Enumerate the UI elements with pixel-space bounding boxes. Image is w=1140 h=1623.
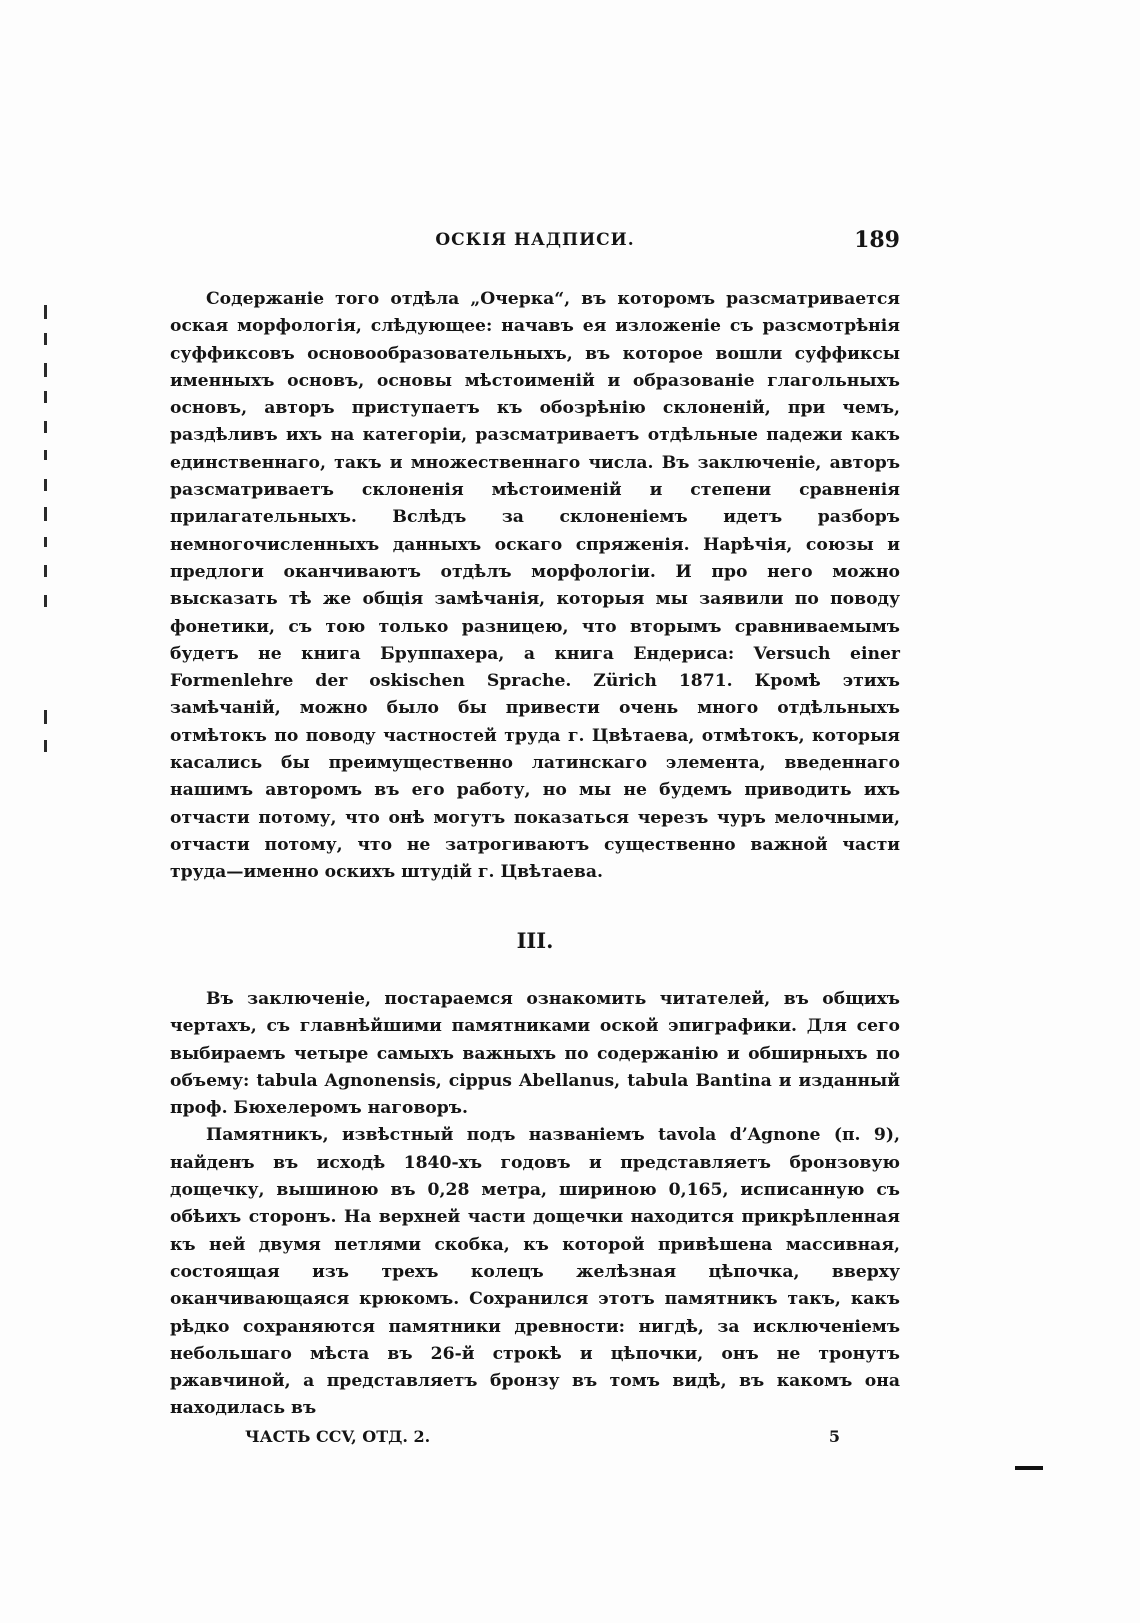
running-title: ОСКІЯ НАДПИСИ. — [435, 230, 635, 250]
text-block-section-iii — [170, 986, 900, 1423]
page-header — [170, 227, 900, 262]
scan-dash-mark — [1015, 1466, 1043, 1470]
paragraph: Содержаніе того отдѣла „Очерка“, въ которомъ разсматривается оская морфологія, слѣдующее: начавъ ея изложеніе съ разсмотрѣнія суффиксовъ основообразовательныхъ, въ которое вошли суффиксы именныхъ основъ, основы мѣстоименій и образованіе глагольныхъ основъ, авторъ приступаетъ къ обозрѣнію склоненій, при чемъ, раздѣливъ ихъ на категоріи, разсматриваетъ отдѣльные падежи какъ единственнаго, такъ и множественнаго числа. Въ заключеніе, авторъ разсматриваетъ склоненія мѣстоименій и степени сравненія прилагательныхъ. Вслѣдъ за склоненіемъ идетъ разборъ немногочисленныхъ данныхъ оскаго спряженія. Нарѣчія, союзы и предлоги оканчиваютъ отдѣлъ морфологіи. И про него можно высказать тѣ же общія замѣчанія, которыя мы заявили по поводу фонетики, съ тою только разницею, что вторымъ сравниваемымъ будетъ не книга Бруппахера, а книга Ендериса: Versuch einer Formenlehre der oskischen Sprache. Zürich 1871. Кромѣ этихъ замѣчаній, можно было бы привести очень много отдѣльныхъ отмѣтокъ по поводу частностей труда г. Цвѣтаева, отмѣтокъ, которыя касались бы преимущественно латинскаго элемента, введеннаго нашимъ авторомъ въ его работу, но мы не будемъ приводить ихъ отчасти потому, что онѣ могутъ показаться черезъ чуръ мелочными, отчасти потому, что не затрогиваютъ существенно важной части труда—именно оскихъ штудій г. Цвѣтаева. — [170, 289, 900, 883]
page-footer — [170, 1427, 900, 1453]
text-block-section-ii — [170, 286, 900, 887]
signature-mark: ЧАСТЬ CCV, ОТД. 2. — [245, 1427, 431, 1446]
paragraph: Въ заключеніе, постараемся ознакомить читателей, въ общихъ чертахъ, съ главнѣйшими памятниками оской эпиграфики. Для сего выбираемъ четыре самыхъ важныхъ по содержанію и обширныхъ по объему: tabula Agnonensis, cippus Abellanus, tabula Bantina и изданный проф. Бюхелеромъ наговоръ. — [170, 989, 900, 1119]
margin-scan-marks — [44, 305, 56, 775]
paragraph: Памятникъ, извѣстный подъ названіемъ tavola d’Agnone (п. 9), найденъ въ исходѣ 1840-хъ годовъ и представляетъ бронзовую дощечку, вышиною въ 0,28 метра, шириною 0,165, исписанную съ обѣихъ сторонъ. На верхней части дощечки находится прикрѣпленная къ ней двумя петлями скобка, къ которой привѣшена массивная, состоящая изъ трехъ колецъ желѣзная цѣпочка, вверху оканчивающаяся крюкомъ. Сохранился этотъ памятникъ такъ, какъ рѣдко сохраняются памятники древности: нигдѣ, за исключеніемъ небольшаго мѣста въ 26-й строкѣ и цѣпочки, онъ не тронутъ ржавчиной, а представляетъ бронзу въ томъ видѣ, въ какомъ она находилась въ — [170, 1125, 900, 1419]
page-number: 189 — [854, 227, 900, 253]
section-heading: III. — [516, 928, 554, 953]
signature-number: 5 — [828, 1427, 840, 1446]
